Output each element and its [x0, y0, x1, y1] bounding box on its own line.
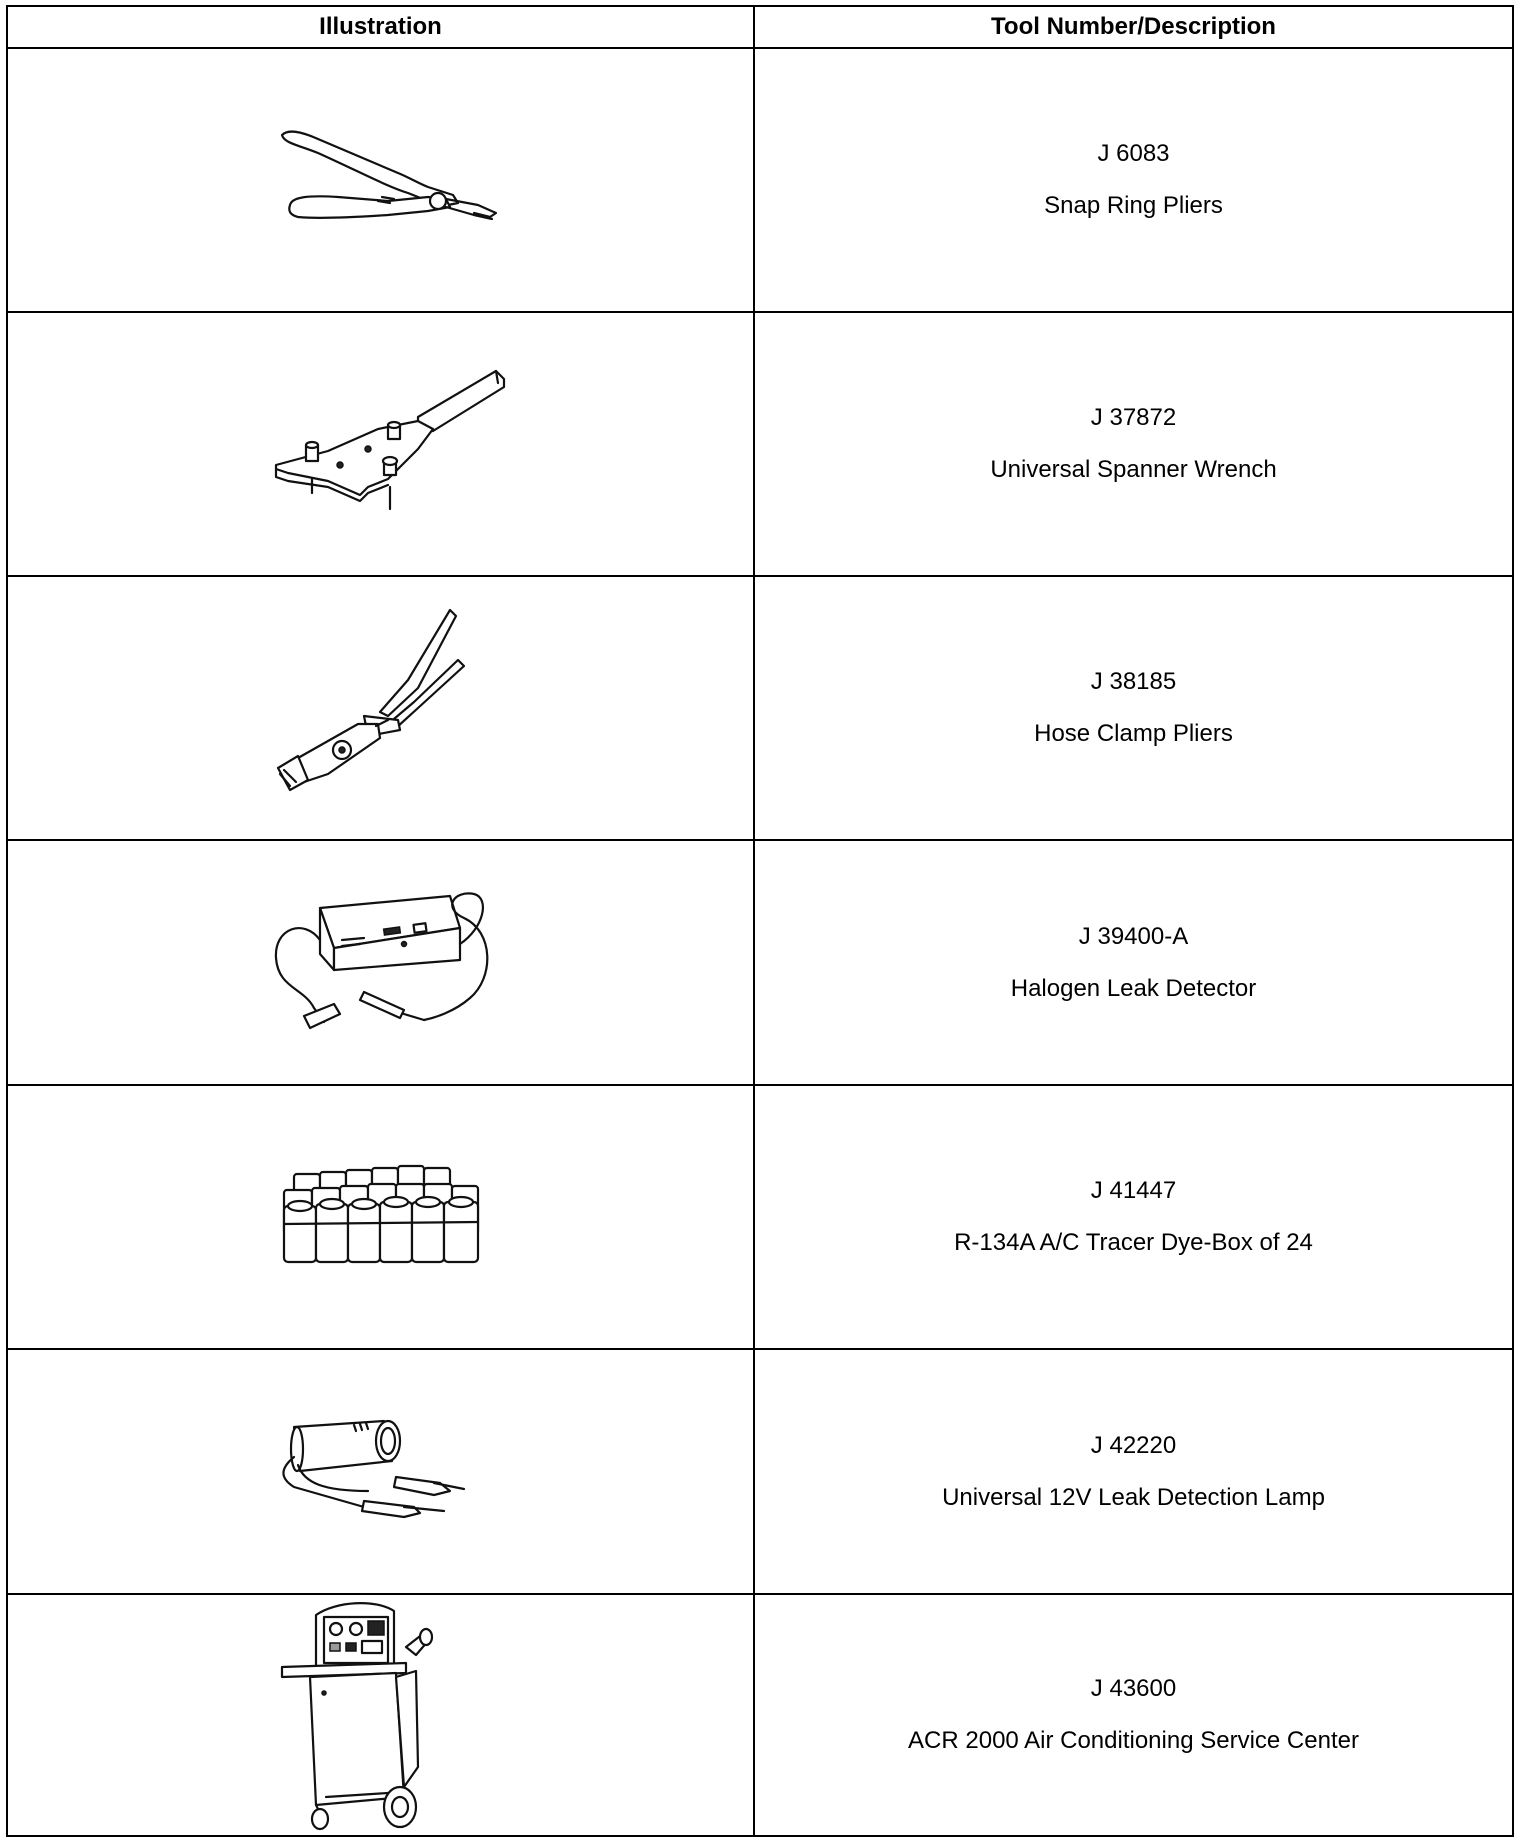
tools-table	[6, 5, 1514, 1837]
table-header-row	[7, 6, 1513, 48]
illustration-cell	[7, 1594, 754, 1836]
tool-number: J 43600	[1090, 1675, 1177, 1702]
tool-name: ACR 2000 Air Conditioning Service Center	[908, 1727, 1359, 1754]
ac-service-center-icon	[276, 1597, 456, 1833]
tool-name: Universal Spanner Wrench	[990, 456, 1277, 483]
description-cell	[754, 1349, 1513, 1594]
leak-detector-icon	[264, 888, 504, 1038]
illustration-cell	[7, 48, 754, 312]
tool-number: J 39400-A	[1078, 922, 1189, 950]
tool-number: J 38185	[1090, 668, 1177, 695]
leak-lamp-icon	[264, 1417, 504, 1527]
table-row	[7, 312, 1513, 576]
description-header: Tool Number/Description	[754, 6, 1513, 48]
hose-clamp-pliers-icon	[268, 608, 508, 808]
illustration-cell	[7, 576, 754, 840]
illustration-cell	[7, 312, 754, 576]
table-row	[7, 1594, 1513, 1836]
tool-name: Snap Ring Pliers	[1044, 192, 1223, 219]
tool-name: Halogen Leak Detector	[1010, 974, 1257, 1002]
description-cell	[754, 840, 1513, 1085]
table-row	[7, 1349, 1513, 1594]
description-cell	[754, 1594, 1513, 1836]
spanner-wrench-icon	[268, 369, 508, 519]
description-cell	[754, 576, 1513, 840]
illustration-header: Illustration	[7, 6, 754, 48]
illustration-cell	[7, 1085, 754, 1349]
description-cell	[754, 48, 1513, 312]
description-cell	[754, 312, 1513, 576]
tool-number: J 37872	[1090, 404, 1177, 431]
table-row	[7, 48, 1513, 312]
tool-number: J 42220	[1090, 1431, 1177, 1459]
table-row	[7, 840, 1513, 1085]
tool-name: Universal 12V Leak Detection Lamp	[942, 1483, 1325, 1511]
tool-number: J 6083	[1097, 140, 1170, 167]
table-row	[7, 576, 1513, 840]
description-cell	[754, 1085, 1513, 1349]
snap-ring-pliers-icon	[278, 125, 518, 235]
tool-number: J 41447	[1090, 1177, 1177, 1204]
illustration-cell	[7, 1349, 754, 1594]
tool-name: Hose Clamp Pliers	[1034, 720, 1233, 747]
dye-bottles-icon	[264, 1162, 504, 1272]
table-row	[7, 1085, 1513, 1349]
illustration-cell	[7, 840, 754, 1085]
tool-name: R-134A A/C Tracer Dye-Box of 24	[954, 1229, 1313, 1256]
